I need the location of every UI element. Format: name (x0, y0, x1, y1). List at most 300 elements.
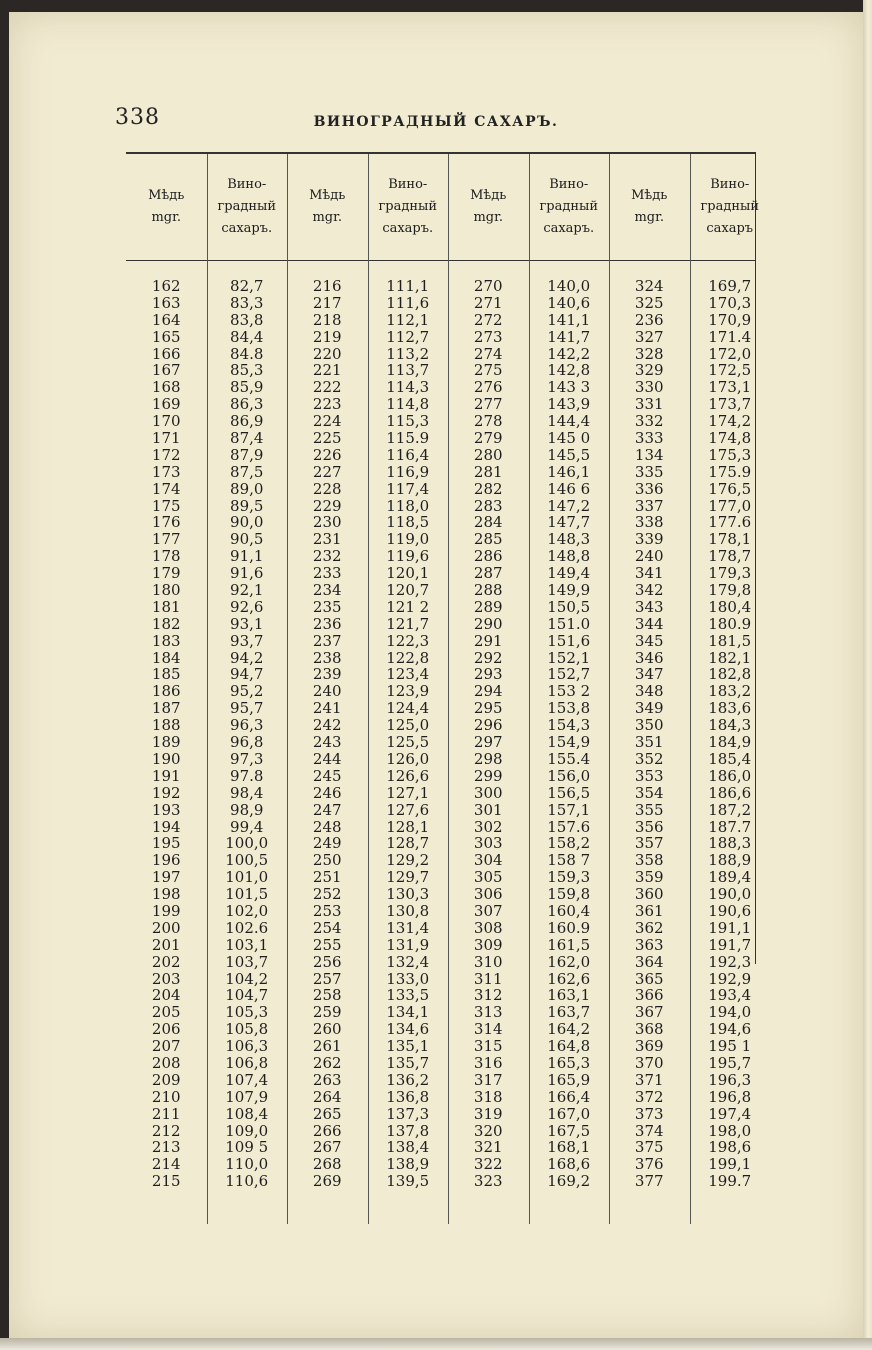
table-cell: 197,4 (708, 1104, 752, 1123)
table-cell: 199 (151, 901, 181, 920)
grape-sugar-column (690, 278, 771, 1190)
table-cell: 115.9 (386, 429, 430, 448)
table-cell: 372 (634, 1087, 664, 1106)
table-cell: 150,5 (547, 597, 591, 616)
table-cell: 95,2 (230, 682, 264, 701)
table-cell: 134,1 (386, 1003, 430, 1022)
table-cell: 123,4 (386, 665, 430, 684)
table-cell: 175,3 (708, 445, 752, 464)
table-cell: 368 (634, 1020, 664, 1039)
table-cell: 327 (634, 327, 664, 346)
table-cell: 163,1 (547, 986, 591, 1005)
table-cell: 178,1 (708, 530, 752, 549)
table-cell: 165,9 (547, 1070, 591, 1089)
table-cell: 152,1 (547, 648, 591, 667)
table-cell: 222 (312, 378, 342, 397)
table-cell: 274 (473, 344, 503, 363)
table-cell: 291 (473, 631, 503, 650)
table-cell: 89,0 (230, 479, 264, 498)
table-cell: 335 (634, 462, 664, 481)
table-cell: 188,3 (708, 834, 752, 853)
table-cell: 101,0 (225, 868, 269, 887)
table-cell: 103,1 (225, 935, 269, 954)
table-cell: 292 (473, 648, 503, 667)
table-cell: 178,7 (708, 547, 752, 566)
table-cell: 195 (151, 834, 181, 853)
page-number: 338 (115, 105, 160, 130)
table-cell: 377 (634, 1172, 664, 1191)
table-cell: 119,0 (386, 530, 430, 549)
table-cell: 189 (151, 733, 181, 752)
table-cell: 143 3 (547, 378, 591, 397)
table-cell: 353 (634, 766, 664, 785)
table-cell: 145,5 (547, 445, 591, 464)
table-cell: 367 (634, 1003, 664, 1022)
table-cell: 233 (312, 564, 342, 583)
table-cell: 202 (151, 952, 181, 971)
table-cell: 244 (312, 749, 342, 768)
table-cell: 118,5 (386, 513, 430, 532)
table-cell: 124,4 (386, 699, 430, 718)
copper-column (126, 278, 207, 1190)
table-cell: 196 (151, 851, 181, 870)
table-cell: 376 (634, 1155, 664, 1174)
table-cell: 176,5 (708, 479, 752, 498)
table-cell: 141,1 (547, 310, 591, 329)
table-cell: 134,6 (386, 1020, 430, 1039)
table-cell: 98,4 (230, 783, 264, 802)
table-cell: 94,2 (230, 648, 264, 667)
table-cell: 93,1 (230, 614, 264, 633)
table-cell: 145 0 (547, 429, 591, 448)
table-cell: 317 (473, 1070, 503, 1089)
table-cell: 351 (634, 733, 664, 752)
table-cell: 99,4 (230, 817, 264, 836)
table-cell: 158 7 (547, 851, 591, 870)
table-cell: 152,7 (547, 665, 591, 684)
table-cell: 104,7 (225, 986, 269, 1005)
table-cell: 343 (634, 597, 664, 616)
table-cell: 91,6 (230, 564, 264, 583)
table-cell: 365 (634, 969, 664, 988)
table-cell: 142,2 (547, 344, 591, 363)
table-cell: 127,1 (386, 783, 430, 802)
table-cell: 305 (473, 868, 503, 887)
table-cell: 239 (312, 665, 342, 684)
grape-sugar-column (368, 278, 449, 1190)
table-cell: 369 (634, 1037, 664, 1056)
table-cell: 105,3 (225, 1003, 269, 1022)
table-cell: 282 (473, 479, 503, 498)
table-cell: 262 (312, 1053, 342, 1072)
table-cell: 82,7 (230, 277, 264, 295)
table-cell: 128,1 (386, 817, 430, 836)
table-cell: 215 (151, 1172, 181, 1191)
table-cell: 205 (151, 1003, 181, 1022)
table-cell: 341 (634, 564, 664, 583)
table-cell: 253 (312, 901, 342, 920)
table-cell: 183,6 (708, 699, 752, 718)
table-cell: 130,8 (386, 901, 430, 920)
table-cell: 181,5 (708, 631, 752, 650)
table-cell: 114,3 (386, 378, 430, 397)
table-cell: 173,7 (708, 395, 752, 414)
table-cell: 200 (151, 918, 181, 937)
table-cell: 261 (312, 1037, 342, 1056)
table-cell: 213 (151, 1138, 181, 1157)
table-cell: 192,9 (708, 969, 752, 988)
table-cell: 281 (473, 462, 503, 481)
table-cell: 284 (473, 513, 503, 532)
table-cell: 259 (312, 1003, 342, 1022)
table-cell: 273 (473, 327, 503, 346)
table-cell: 137,8 (386, 1121, 430, 1140)
table-cell: 218 (312, 310, 342, 329)
table-cell: 230 (312, 513, 342, 532)
table-cell: 251 (312, 868, 342, 887)
table-cell: 97,3 (230, 749, 264, 768)
table-cell: 171.4 (708, 327, 752, 346)
table-cell: 86,3 (230, 395, 264, 414)
header-grape-sugar: Вино- градный сахаръ (700, 177, 760, 236)
table-cell: 303 (473, 834, 503, 853)
table-cell: 216 (312, 277, 342, 295)
table-cell: 288 (473, 581, 503, 600)
table-cell: 248 (312, 817, 342, 836)
table-cell: 204 (151, 986, 181, 1005)
table-cell: 337 (634, 496, 664, 515)
table-cell: 95,7 (230, 699, 264, 718)
table-cell: 116,4 (386, 445, 430, 464)
table-cell: 219 (312, 327, 342, 346)
table-cell: 278 (473, 412, 503, 431)
table-cell: 172 (151, 445, 181, 464)
table-cell: 346 (634, 648, 664, 667)
table-cell: 140,0 (547, 277, 591, 295)
table-cell: 330 (634, 378, 664, 397)
table-cell: 100,0 (225, 834, 269, 853)
table-cell: 136,8 (386, 1087, 430, 1106)
table-cell: 302 (473, 817, 503, 836)
table-cell: 165 (151, 327, 181, 346)
table-cell: 309 (473, 935, 503, 954)
page-edge (863, 0, 872, 1350)
table-cell: 198 (151, 885, 181, 904)
table-cell: 167 (151, 361, 181, 380)
table-cell: 182,1 (708, 648, 752, 667)
table-cell: 159,8 (547, 885, 591, 904)
table-cell: 186,0 (708, 766, 752, 785)
table-cell: 188 (151, 716, 181, 735)
table-cell: 311 (473, 969, 503, 988)
table-cell: 321 (473, 1138, 503, 1157)
table-cell: 228 (312, 479, 342, 498)
table-cell: 319 (473, 1104, 503, 1123)
table-cell: 125,5 (386, 733, 430, 752)
table-cell: 190,6 (708, 901, 752, 920)
table-cell: 87,9 (230, 445, 264, 464)
table-cell: 285 (473, 530, 503, 549)
table-cell: 87,5 (230, 462, 264, 481)
table-cell: 174 (151, 479, 181, 498)
table-cell: 180,4 (708, 597, 752, 616)
table-cell: 103,7 (225, 952, 269, 971)
table-cell: 156,5 (547, 783, 591, 802)
table-cell: 199,1 (708, 1155, 752, 1174)
table-cell: 160.9 (547, 918, 591, 937)
table-cell: 245 (312, 766, 342, 785)
table-cell: 102,0 (225, 901, 269, 920)
table-cell: 227 (312, 462, 342, 481)
table-cell: 83,3 (230, 293, 264, 312)
table-cell: 283 (473, 496, 503, 515)
table-cell: 300 (473, 783, 503, 802)
table-cell: 270 (473, 277, 503, 295)
table-cell: 331 (634, 395, 664, 414)
table-cell: 121,7 (386, 614, 430, 633)
table-cell: 312 (473, 986, 503, 1005)
table-cell: 114,8 (386, 395, 430, 414)
table-cell: 186 (151, 682, 181, 701)
table-cell: 167,0 (547, 1104, 591, 1123)
table-cell: 177 (151, 530, 181, 549)
table-cell: 174,2 (708, 412, 752, 431)
table-cell: 156,0 (547, 766, 591, 785)
table-cell: 320 (473, 1121, 503, 1140)
header-grape-sugar: Вино- градный сахаръ. (378, 177, 438, 236)
table-cell: 226 (312, 445, 342, 464)
table-cell: 234 (312, 581, 342, 600)
table-cell: 149,9 (547, 581, 591, 600)
table-cell: 142,8 (547, 361, 591, 380)
table-cell: 185,4 (708, 749, 752, 768)
table-cell: 264 (312, 1087, 342, 1106)
table-cell: 170 (151, 412, 181, 431)
table-cell: 247 (312, 800, 342, 819)
table-cell: 246 (312, 783, 342, 802)
table-cell: 166,4 (547, 1087, 591, 1106)
table-cell: 279 (473, 429, 503, 448)
table-cell: 208 (151, 1053, 181, 1072)
table-cell: 183,2 (708, 682, 752, 701)
table-cell: 361 (634, 901, 664, 920)
table-cell: 108,4 (225, 1104, 269, 1123)
table-cell: 299 (473, 766, 503, 785)
table-cell: 338 (634, 513, 664, 532)
table-cell: 83,8 (230, 310, 264, 329)
table-cell: 182 (151, 614, 181, 633)
table-cell: 241 (312, 699, 342, 718)
table-cell: 194,6 (708, 1020, 752, 1039)
table-cell: 166 (151, 344, 181, 363)
table-cell: 189,4 (708, 868, 752, 887)
table-cell: 168 (151, 378, 181, 397)
table-cell: 323 (473, 1172, 503, 1191)
table-cell: 333 (634, 429, 664, 448)
table-cell: 148,8 (547, 547, 591, 566)
table-cell: 347 (634, 665, 664, 684)
header-copper-mgr: Мѣдь mgr. (470, 188, 507, 225)
table-cell: 172,5 (708, 361, 752, 380)
table-cell: 106,8 (225, 1053, 269, 1072)
table-cell: 235 (312, 597, 342, 616)
table-cell: 267 (312, 1138, 342, 1157)
table-cell: 345 (634, 631, 664, 650)
table-cell: 106,3 (225, 1037, 269, 1056)
table-cell: 187,2 (708, 800, 752, 819)
table-cell: 169 (151, 395, 181, 414)
table-cell: 139,5 (386, 1172, 430, 1191)
table-cell: 101,5 (225, 885, 269, 904)
table-cell: 170,9 (708, 310, 752, 329)
table-cell: 144,4 (547, 412, 591, 431)
table-cell: 115,3 (386, 412, 430, 431)
table-cell: 157,1 (547, 800, 591, 819)
table-cell: 179 (151, 564, 181, 583)
table-cell: 307 (473, 901, 503, 920)
table-cell: 155.4 (547, 749, 591, 768)
table-cell: 214 (151, 1155, 181, 1174)
table-cell: 85,9 (230, 378, 264, 397)
table-cell: 366 (634, 986, 664, 1005)
table-cell: 364 (634, 952, 664, 971)
table-cell: 258 (312, 986, 342, 1005)
table-cell: 147,2 (547, 496, 591, 515)
header-copper-mgr: Мѣдь mgr. (148, 188, 185, 225)
table-cell: 146,1 (547, 462, 591, 481)
table-cell: 94,7 (230, 665, 264, 684)
table-cell: 277 (473, 395, 503, 414)
table-cell: 126,0 (386, 749, 430, 768)
table-cell: 177.6 (708, 513, 752, 532)
table-cell: 122,8 (386, 648, 430, 667)
table-cell: 184 (151, 648, 181, 667)
table-cell: 85,3 (230, 361, 264, 380)
table-cell: 237 (312, 631, 342, 650)
table-cell: 191 (151, 766, 181, 785)
table-cell: 220 (312, 344, 342, 363)
grape-sugar-column (207, 278, 288, 1190)
table-cell: 173,1 (708, 378, 752, 397)
table-cell: 132,4 (386, 952, 430, 971)
table-cell: 296 (473, 716, 503, 735)
table-cell: 203 (151, 969, 181, 988)
table-cell: 112,1 (386, 310, 430, 329)
table-cell: 201 (151, 935, 181, 954)
table-cell: 167,5 (547, 1121, 591, 1140)
table-cell: 363 (634, 935, 664, 954)
table-cell: 133,5 (386, 986, 430, 1005)
table-cell: 140,6 (547, 293, 591, 312)
table-cell: 271 (473, 293, 503, 312)
table-cell: 354 (634, 783, 664, 802)
table-cell: 232 (312, 547, 342, 566)
table-cell: 268 (312, 1155, 342, 1174)
table-cell: 371 (634, 1070, 664, 1089)
table-cell: 297 (473, 733, 503, 752)
table-cell: 322 (473, 1155, 503, 1174)
header-copper-mgr: Мѣдь mgr. (631, 188, 668, 225)
table-cell: 193 (151, 800, 181, 819)
table-cell: 174,8 (708, 429, 752, 448)
table-cell: 86,9 (230, 412, 264, 431)
table-cell: 92,6 (230, 597, 264, 616)
table-cell: 254 (312, 918, 342, 937)
table-cell: 356 (634, 817, 664, 836)
table-cell: 301 (473, 800, 503, 819)
table-cell: 121 2 (386, 597, 430, 616)
table-cell: 162 (151, 277, 181, 295)
table-cell: 177,0 (708, 496, 752, 515)
table-cell: 161,5 (547, 935, 591, 954)
table-cell: 151.0 (547, 614, 591, 633)
table-cell: 168,1 (547, 1138, 591, 1157)
table-cell: 357 (634, 834, 664, 853)
table-cell: 149,4 (547, 564, 591, 583)
table-cell: 120,7 (386, 581, 430, 600)
table-cell: 104,2 (225, 969, 269, 988)
table-cell: 310 (473, 952, 503, 971)
table-cell: 324 (634, 277, 664, 295)
table-cell: 154,3 (547, 716, 591, 735)
table-cell: 118,0 (386, 496, 430, 515)
table-cell: 90,0 (230, 513, 264, 532)
table-cell: 194 (151, 817, 181, 836)
table-cell: 358 (634, 851, 664, 870)
table-cell: 325 (634, 293, 664, 312)
table-cell: 98,9 (230, 800, 264, 819)
table-cell: 207 (151, 1037, 181, 1056)
table-cell: 134 (634, 445, 664, 464)
table-cell: 160,4 (547, 901, 591, 920)
table-cell: 229 (312, 496, 342, 515)
table-cell: 133,0 (386, 969, 430, 988)
table-cell: 97.8 (230, 766, 264, 785)
table-cell: 240 (634, 547, 664, 566)
table-cell: 339 (634, 530, 664, 549)
table-cell: 280 (473, 445, 503, 464)
table-cell: 179,8 (708, 581, 752, 600)
table-cell: 187.7 (708, 817, 752, 836)
table-cell: 138,9 (386, 1155, 430, 1174)
copper-column (287, 278, 368, 1190)
table-cell: 252 (312, 885, 342, 904)
table-cell: 181 (151, 597, 181, 616)
table-cell: 164,8 (547, 1037, 591, 1056)
table-cell: 243 (312, 733, 342, 752)
table-cell: 212 (151, 1121, 181, 1140)
table-cell: 116,9 (386, 462, 430, 481)
table-cell: 87,4 (230, 429, 264, 448)
table-cell: 168,6 (547, 1155, 591, 1174)
table-cell: 90,5 (230, 530, 264, 549)
table-cell: 93,7 (230, 631, 264, 650)
table-cell: 359 (634, 868, 664, 887)
table-cell: 153,8 (547, 699, 591, 718)
table-cell: 143,9 (547, 395, 591, 414)
table-cell: 308 (473, 918, 503, 937)
table-cell: 135,1 (386, 1037, 430, 1056)
table-cell: 157.6 (547, 817, 591, 836)
glucose-copper-table (126, 152, 760, 1224)
table-cell: 256 (312, 952, 342, 971)
table-cell: 194,0 (708, 1003, 752, 1022)
table-cell: 190,0 (708, 885, 752, 904)
table-cell: 153 2 (547, 682, 591, 701)
table-cell: 255 (312, 935, 342, 954)
table-cell: 263 (312, 1070, 342, 1089)
table-cell: 130,3 (386, 885, 430, 904)
